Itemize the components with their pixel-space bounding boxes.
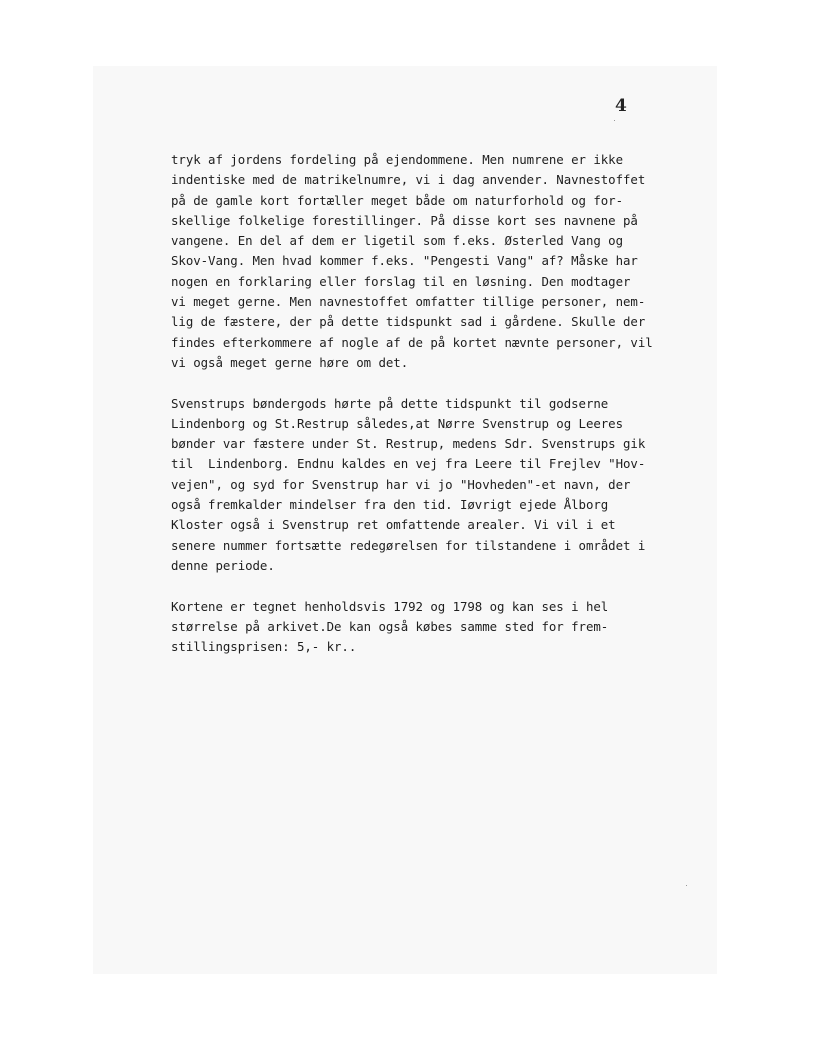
paragraph-1	[171, 150, 691, 373]
text-line: vi meget gerne. Men navnestoffet omfatter tillige personer, nem-	[171, 294, 646, 310]
text-line: til Lindenborg. Endnu kaldes en vej fra Leere til Frejlev "Hov-	[171, 456, 646, 472]
text-line: bønder var fæstere under St. Restrup, medens Sdr. Svenstrups gik	[171, 436, 646, 452]
page-number: 4	[615, 96, 627, 116]
text-line: indentiske med de matrikelnumre, vi i dag anvender. Navnestoffet	[171, 172, 646, 188]
text-line: Lindenborg og St.Restrup således,at Nørre Svenstrup og Leeres	[171, 415, 623, 431]
text-line: Skov-Vang. Men hvad kommer f.eks. "Pengesti Vang" af? Måske har	[171, 253, 638, 269]
text-line: også fremkalder mindelser fra den tid. Iøvrigt ejede Ålborg	[171, 497, 609, 513]
text-line: på de gamle kort fortæller meget både om naturforhold og for-	[171, 192, 623, 208]
text-line: Kloster også i Svenstrup ret omfattende arealer. Vi vil i et	[171, 517, 616, 533]
text-line: lig de fæstere, der på dette tidspunkt sad i gårdene. Skulle der	[171, 314, 646, 330]
text-line: vangene. En del af dem er ligetil som f.eks. Østerled Vang og	[171, 233, 623, 249]
text-line: Svenstrups bøndergods hørte på dette tidspunkt til godserne	[171, 395, 609, 411]
text-line: størrelse på arkivet.De kan også købes samme sted for frem-	[171, 618, 609, 634]
text-line: nogen en forklaring eller forslag til en løsning. Den modtager	[171, 273, 631, 289]
text-line: tryk af jordens fordeling på ejendommene. Men numrene er ikke	[171, 152, 623, 167]
text-line: skellige folkelige forestillinger. På disse kort ses navnene på	[171, 212, 638, 228]
document-body	[171, 150, 691, 678]
text-line: findes efterkommere af nogle af de på kortet nævnte personer, vil	[171, 334, 653, 350]
text-line: vejen", og syd for Svenstrup har vi jo "Hovheden"-et navn, der	[171, 476, 631, 492]
text-line: senere nummer fortsætte redegørelsen for tilstandene i området i	[171, 537, 646, 553]
text-line: Kortene er tegnet henholdsvis 1792 og 1798 og kan ses i hel	[171, 598, 609, 614]
paragraph-2	[171, 394, 691, 577]
scan-speck	[614, 120, 615, 121]
text-line: vi også meget gerne høre om det.	[171, 354, 409, 370]
text-line: denne periode.	[171, 557, 275, 573]
paragraph-3	[171, 597, 691, 658]
scan-speck	[686, 885, 687, 886]
text-line: stillingsprisen: 5,- kr..	[171, 639, 357, 655]
